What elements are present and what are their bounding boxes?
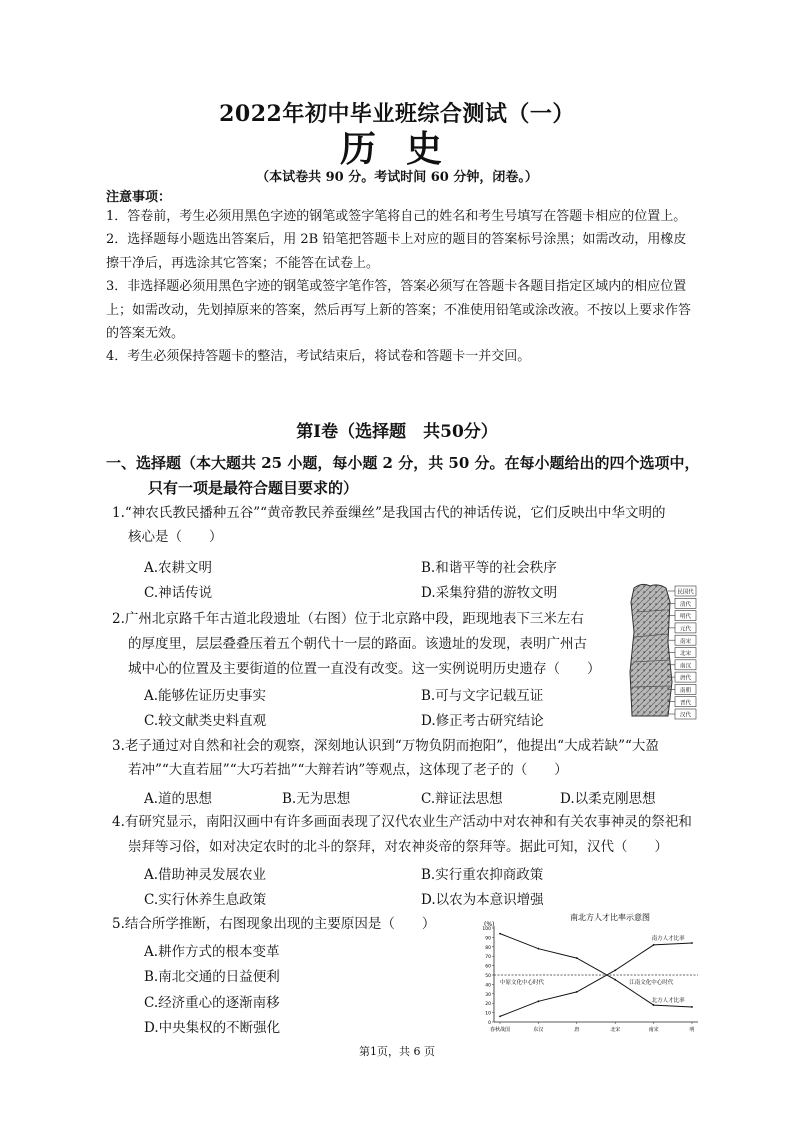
chart-y-tick-label: 10 xyxy=(485,1011,491,1017)
chart-y-tick-label: 80 xyxy=(485,945,491,951)
question-3-option-b: B.无为思想 xyxy=(282,791,351,807)
question-1-option-d: D.采集狩猎的游牧文明 xyxy=(421,585,558,601)
chart-point xyxy=(691,942,693,944)
chart-point xyxy=(576,957,578,959)
notice-item: 3．非选择题必须用黑色字迹的钢笔或签字笔作答，答案必须写在答题卡各题目指定区域内的相应位置上；如需改动，先划掉原来的答案，然后再写上新的答案；不准使用铅笔或涂改液。不按以上要求作答的答案无效。 xyxy=(106,279,692,341)
chart-x-tick-label: 北宋 xyxy=(610,1027,621,1033)
chart-point xyxy=(576,991,578,993)
strata-label: 汉代 xyxy=(679,712,692,719)
question-3-line: 若冲”“大直若屈”“大巧若拙”“大辩若讷”等观点，这体现了老子的（ ） xyxy=(128,762,568,778)
question-2-line: 城中心的位置及主要街道的位置一直没有改变。这一实例说明历史遗存（ ） xyxy=(128,661,601,677)
subject-title: 历史 xyxy=(339,128,472,170)
question-2-line: 的厚度里，层层叠叠压着五个朝代十一层的路面。该遗址的发现，表明广州古 xyxy=(128,636,587,652)
notice-heading: 注意事项： xyxy=(106,190,172,205)
question-4-option-d: D.以农为本意识增强 xyxy=(421,892,544,908)
strata-label: 唐代 xyxy=(679,675,692,682)
question-1-line: 核心是（ ） xyxy=(128,529,223,545)
question-2-option-a: A.能够佐证历史事实 xyxy=(144,688,267,704)
question-2-option-c: C.较文献类史料直观 xyxy=(144,713,267,729)
question-5-option-a: A.耕作方式的根本变革 xyxy=(144,944,280,960)
section-instruction-cont: 只有一项是最符合题目要求的） xyxy=(148,479,359,497)
chart-point xyxy=(499,933,501,935)
strata-label: 明代 xyxy=(679,614,692,621)
strata-label: 北宋 xyxy=(679,651,692,658)
question-1-option-c: C.神话传说 xyxy=(144,585,213,601)
chart-y-tick-label: 100 xyxy=(482,927,491,932)
question-1-option-a: A.农耕文明 xyxy=(144,560,213,576)
strata-label: 晋代 xyxy=(679,700,692,707)
chart-annotation: 江南文化中心时代 xyxy=(629,980,674,986)
question-2-line: 2.广州北京路千年古道北段遗址（右图）位于北京路中段，距现地表下三米左右 xyxy=(112,611,584,627)
question-4-option-c: C.实行休养生息政策 xyxy=(144,892,267,908)
question-3-option-d: D.以柔克刚思想 xyxy=(560,791,656,807)
chart-y-tick-label: 20 xyxy=(485,1002,491,1008)
notice-item: 2．选择题每小题选出答案后，用 2B 铅笔把答题卡上对应的题目的答案标号涂黑；如需改动，用橡皮擦干净后，再选涂其它答案；不能答在试卷上。 xyxy=(106,232,687,271)
section-instruction: 一、选择题（本大题共 25 小题，每小题 2 分，共 50 分。在每小题给出的四个选项中， xyxy=(106,454,700,472)
strata-label: 南宋 xyxy=(679,638,692,645)
page-footer: 第1页，共 6 页 xyxy=(359,1045,435,1058)
question-3-option-c: C.辩证法思想 xyxy=(421,791,503,807)
chart-point xyxy=(538,1000,540,1002)
chart-x-tick-label: 南宋 xyxy=(648,1027,659,1033)
question-5-option-c: C.经济重心的逐渐南移 xyxy=(144,995,280,1011)
chart-point xyxy=(653,1004,655,1006)
notice-item: 4．考生必须保持答题卡的整洁，考试结束后，将试卷和答题卡一并交回。 xyxy=(106,349,531,364)
talent-ratio-chart xyxy=(470,912,706,1038)
question-4-line: 4.有研究显示，南阳汉画中有许多画面表现了汉代农业生产活动中对农神和有关农事神灵的祭祀和 xyxy=(112,814,692,830)
chart-point xyxy=(614,969,616,971)
strata-label: 南汉 xyxy=(679,663,692,670)
chart-y-tick-label: 70 xyxy=(485,955,491,961)
chart-y-tick-label: 50 xyxy=(485,974,491,979)
question-2-option-b: B.可与文字记载互证 xyxy=(421,688,544,704)
exam-title: 2022年初中毕业班综合测试（一） xyxy=(219,101,575,127)
chart-y-unit: (%) xyxy=(484,921,495,928)
chart-x-tick-label: 东汉 xyxy=(533,1027,544,1033)
chart-annotation: 中原文化中心时代 xyxy=(500,980,545,986)
chart-point xyxy=(614,979,616,981)
notice-item: 1．答卷前，考生必须用黑色字迹的钢笔或签字笔将自己的姓名和考生号填写在答题卡相应的位置上。 xyxy=(106,209,687,224)
exam-note: （本试卷共 90 分。考试时间 60 分钟，闭卷。） xyxy=(256,170,538,185)
chart-point xyxy=(499,1015,501,1017)
question-3-option-a: A.道的思想 xyxy=(144,791,213,807)
question-1-line: 1.“神农氏教民播种五谷”“黄帝教民养蚕缫丝”是我国古代的神话传说，它们反映出中华文明的 xyxy=(112,505,666,521)
chart-x-tick-label: 明 xyxy=(689,1027,695,1033)
chart-x-tick-label: 春秋战国 xyxy=(489,1027,511,1033)
chart-x-tick-label: 唐 xyxy=(574,1027,580,1033)
chart-point xyxy=(653,944,655,946)
question-5-line: 5.结合所学推断，右图现象出现的主要原因是（ ） xyxy=(112,916,436,932)
question-5-option-b: B.南北交通的日益便利 xyxy=(144,969,280,985)
question-4-option-a: A.借助神灵发展农业 xyxy=(144,867,267,883)
strata-label: 民国代 xyxy=(677,589,694,596)
question-1-option-b: B.和谐平等的社会秩序 xyxy=(421,560,557,576)
chart-y-tick-label: 60 xyxy=(485,964,491,970)
chart-point xyxy=(691,1006,693,1008)
section-title: 第Ⅰ卷（选择题 共50分） xyxy=(296,422,498,442)
road-strata-figure xyxy=(628,582,698,720)
strata-label: 南朝 xyxy=(679,688,692,694)
strata-label: 清代 xyxy=(679,601,692,608)
question-2-option-d: D.修正考古研究结论 xyxy=(421,713,544,729)
question-4-option-b: B.实行重农抑商政策 xyxy=(421,867,544,883)
chart-title: 南北方人才比率示意图 xyxy=(570,913,650,922)
chart-point xyxy=(538,948,540,950)
chart-y-tick-label: 30 xyxy=(485,992,491,998)
strata-label: 元代 xyxy=(679,626,692,633)
question-4-line: 崇拜等习俗，如对决定农时的北斗的祭拜，对农神炎帝的祭拜等。据此可知，汉代（ ） xyxy=(128,839,668,855)
question-3-line: 3.老子通过对自然和社会的观察，深刻地认识到“万物负阴而抱阳”，他提出“大成若缺”“大盈 xyxy=(112,738,659,754)
chart-y-tick-label: 90 xyxy=(485,936,491,942)
chart-series-label: 南方人才比率 xyxy=(651,935,685,942)
chart-y-tick-label: 0 xyxy=(488,1021,491,1026)
chart-y-tick-label: 40 xyxy=(485,983,491,989)
chart-series-label: 北方人才比率 xyxy=(651,998,685,1005)
question-5-option-d: D.中央集权的不断强化 xyxy=(144,1020,281,1036)
